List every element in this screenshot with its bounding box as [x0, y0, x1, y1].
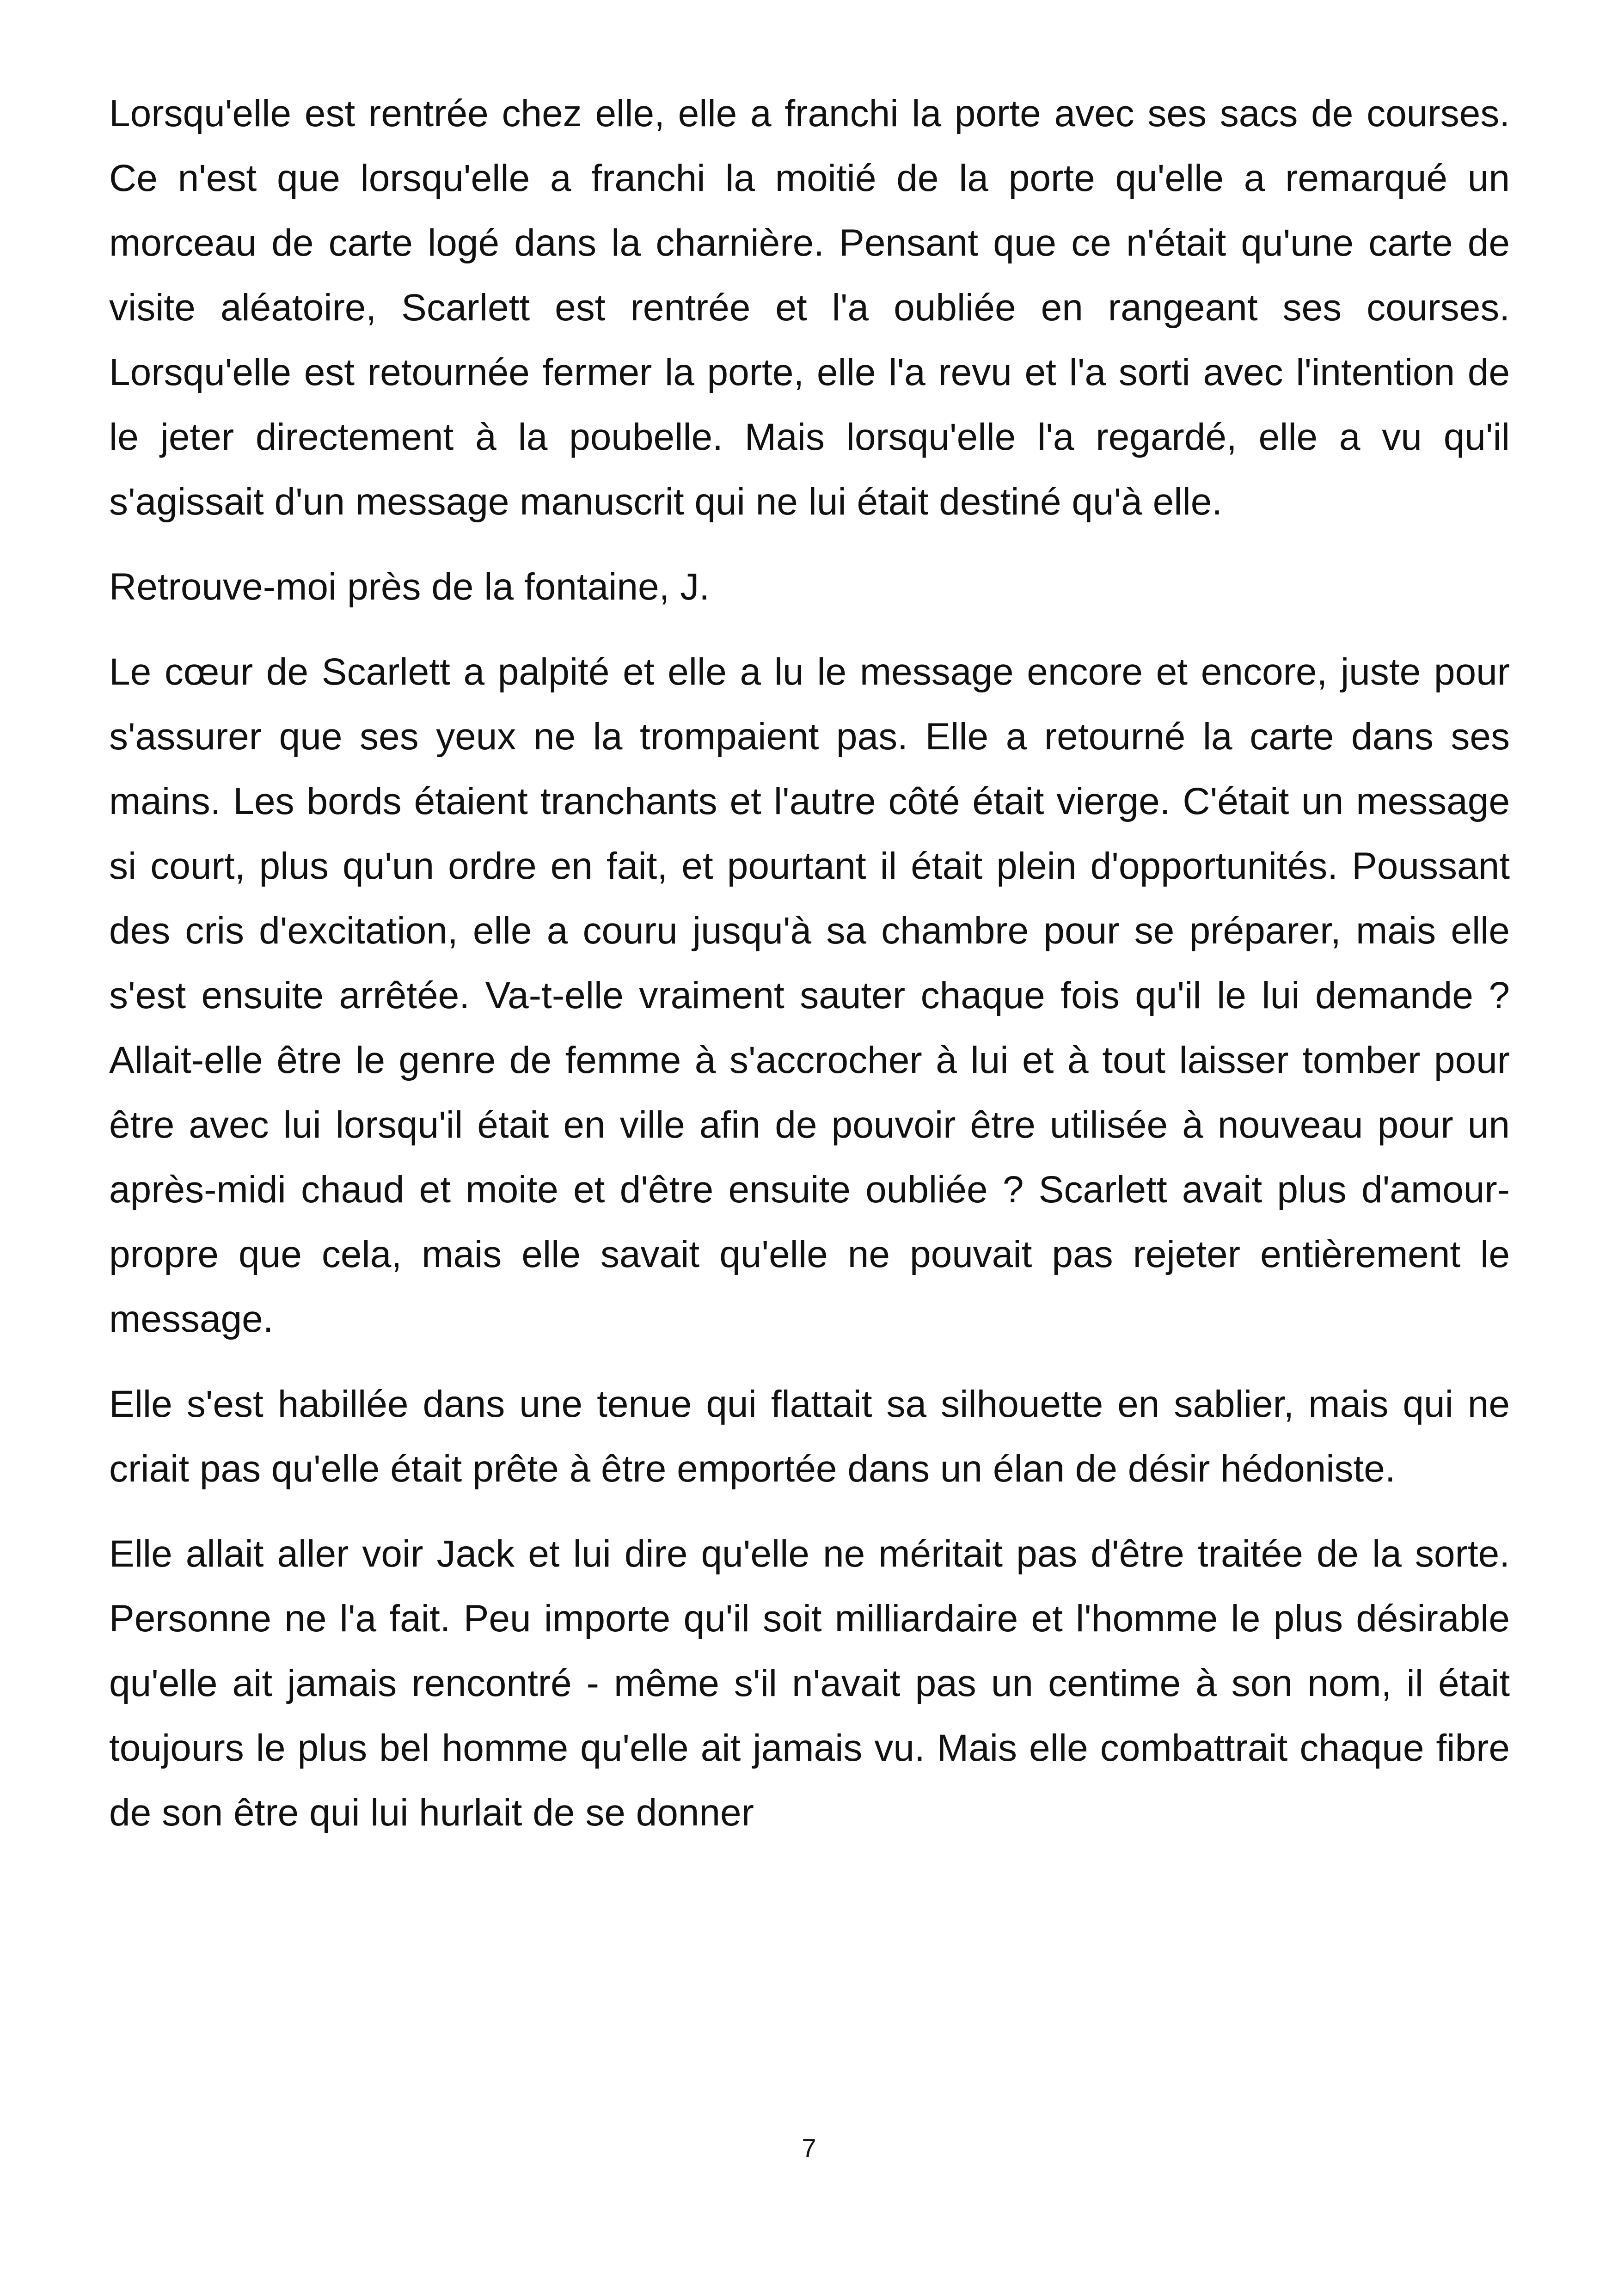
paragraph-4: Elle s'est habillée dans une tenue qui flattait sa silhouette en sablier, mais qui ne criait pas qu'elle était prête à être emportée dans un élan de désir hédoniste. — [109, 1383, 1510, 1490]
paragraph-2-card-message: Retrouve-moi près de la fontaine, J. — [109, 566, 710, 608]
page-number: 7 — [802, 2133, 816, 2162]
paragraph-1: Lorsqu'elle est rentrée chez elle, elle a franchi la porte avec ses sacs de courses. Ce n'est que lorsqu'elle a franchi la moitié de la porte qu'elle a remarqué un morceau de carte logé dans la charnière. Pensant que ce n'était qu'une carte de visite aléatoire, Scarlett est rentrée et l'a oubliée en rangeant ses courses. Lorsqu'elle est retournée fermer la porte, elle l'a revu et l'a sorti avec l'intention de le jeter directement à la poubelle. Mais lorsqu'elle l'a regardé, elle a vu qu'il s'agissait d'un message manuscrit qui ne lui était destiné qu'à elle. — [109, 92, 1510, 523]
paragraph-3: Le cœur de Scarlett a palpité et elle a lu le message encore et encore, juste pour s'assurer que ses yeux ne la trompaient pas. Elle a retourné la carte dans ses mains. Les bords étaient tranchants et l'autre côté était vierge. C'était un message si court, plus qu'un ordre en fait, et pourtant il était plein d'opportunités. Poussant des cris d'excitation, elle a couru jusqu'à sa chambre pour se préparer, mais elle s'est ensuite arrêtée. Va-t-elle vraiment sauter chaque fois qu'il le lui demande ? Allait-elle être le genre de femme à s'accrocher à lui et à tout laisser tomber pour être avec lui lorsqu'il était en ville afin de pouvoir être utilisée à nouveau pour un après-midi chaud et moite et d'être ensuite oubliée ? Scarlett avait plus d'amour-propre que cela, mais elle savait qu'elle ne pouvait pas rejeter entièrement le message. — [109, 651, 1510, 1340]
page-body — [109, 81, 1510, 1866]
paragraph-5: Elle allait aller voir Jack et lui dire qu'elle ne méritait pas d'être traitée de la sorte. Personne ne l'a fait. Peu importe qu'il soit milliardaire et l'homme le plus désirable qu'elle ait jamais rencontré - même s'il n'avait pas un centime à son nom, il était toujours le plus bel homme qu'elle ait jamais vu. Mais elle combattrait chaque fibre de son être qui lui hurlait de se donner — [109, 1533, 1510, 1834]
